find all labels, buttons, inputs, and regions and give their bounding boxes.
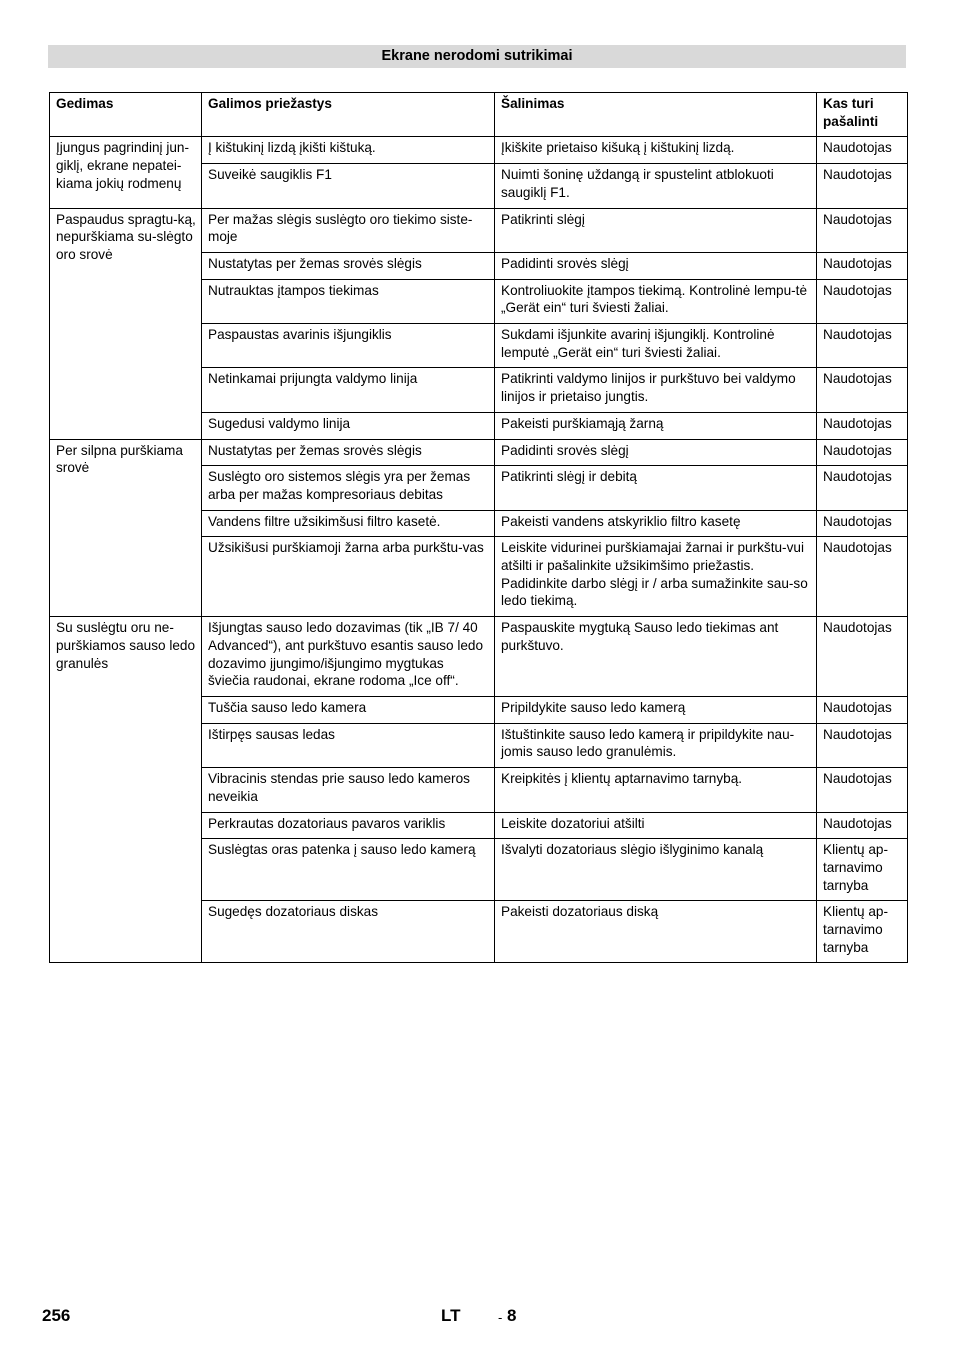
cause-cell: Nustatytas per žemas srovės slėgis (202, 252, 495, 279)
fault-cell: Per silpna purškiama srovė (50, 439, 202, 617)
cause-cell: Sugedusi valdymo linija (202, 412, 495, 439)
cause-cell: Per mažas slėgis suslėgto oro tiekimo siste-moje (202, 208, 495, 252)
cause-cell: Nustatytas per žemas srovės slėgis (202, 439, 495, 466)
remedy-cell: Pakeisti purškiamąją žarną (495, 412, 817, 439)
remedy-cell: Ištuštinkite sauso ledo kamerą ir pripildykite nau-jomis sauso ledo granulėmis. (495, 723, 817, 767)
remedy-cell: Padidinti srovės slėgį (495, 252, 817, 279)
responsible-cell: Naudotojas (817, 164, 908, 208)
remedy-cell: Paspauskite mygtuką Sauso ledo tiekimas ant purkštuvo. (495, 617, 817, 697)
responsible-cell: Naudotojas (817, 324, 908, 368)
remedy-cell: Kontroliuokite įtampos tiekimą. Kontrolinė lempu-tė „Gerät ein“ turi šviesti žaliai. (495, 279, 817, 323)
header-remedy: Šalinimas (495, 93, 817, 137)
remedy-cell: Įkiškite prietaiso kišuką į kištukinį lizdą. (495, 137, 817, 164)
remedy-cell: Leiskite vidurinei purškiamajai žarnai ir purkštu-vui atšilti ir pašalinkite užsikimšimo priežastis. Padidinkite darbo slėgį ir / arba sumažinkite sau-so ledo tiekimą. (495, 537, 817, 617)
header-cause: Galimos priežastys (202, 93, 495, 137)
remedy-cell: Patikrinti slėgį (495, 208, 817, 252)
cause-cell: Ištirpęs sausas ledas (202, 723, 495, 767)
language-code: LT (441, 1306, 461, 1325)
section-title: Ekrane nerodomi sutrikimai (48, 45, 906, 68)
responsible-cell: Naudotojas (817, 617, 908, 697)
cause-cell: Nutrauktas įtampos tiekimas (202, 279, 495, 323)
cause-cell: Vibracinis stendas prie sauso ledo kameros neveikia (202, 768, 495, 812)
responsible-cell: Naudotojas (817, 723, 908, 767)
table-row (50, 439, 908, 466)
remedy-cell: Patikrinti slėgį ir debitą (495, 466, 817, 510)
remedy-cell: Išvalyti dozatoriaus slėgio išlyginimo kanalą (495, 839, 817, 901)
responsible-cell: Naudotojas (817, 439, 908, 466)
responsible-cell: Klientų ap-tarnavimo tarnyba (817, 839, 908, 901)
responsible-cell: Naudotojas (817, 368, 908, 412)
cause-cell: Tuščia sauso ledo kamera (202, 696, 495, 723)
cause-cell: Vandens filtre užsikimšusi filtro kasetė. (202, 510, 495, 537)
cause-cell: Paspaustas avarinis išjungiklis (202, 324, 495, 368)
cause-cell: Suslėgtas oras patenka į sauso ledo kamerą (202, 839, 495, 901)
cause-cell: Sugedęs dozatoriaus diskas (202, 901, 495, 963)
remedy-cell: Nuimti šoninę uždangą ir spustelint atblokuoti saugiklį F1. (495, 164, 817, 208)
section-page-number: 8 (507, 1306, 517, 1325)
responsible-cell: Naudotojas (817, 696, 908, 723)
responsible-cell: Naudotojas (817, 768, 908, 812)
cause-cell: Į kištukinį lizdą įkišti kištuką. (202, 137, 495, 164)
remedy-cell: Padidinti srovės slėgį (495, 439, 817, 466)
remedy-cell: Leiskite dozatoriui atšilti (495, 812, 817, 839)
remedy-cell: Pakeisti vandens atskyriklio filtro kasetę (495, 510, 817, 537)
responsible-cell: Naudotojas (817, 510, 908, 537)
cause-cell: Užsikišusi purškiamoji žarna arba purkštu-vas (202, 537, 495, 617)
remedy-cell: Sukdami išjunkite avarinį išjungiklį. Kontrolinė lemputė „Gerät ein“ turi šviesti žaliai. (495, 324, 817, 368)
page-number: 256 (42, 1306, 71, 1325)
responsible-cell: Naudotojas (817, 412, 908, 439)
remedy-cell: Kreipkitės į klientų aptarnavimo tarnybą. (495, 768, 817, 812)
page-separator: - (498, 1310, 503, 1325)
cause-cell: Perkrautas dozatoriaus pavaros variklis (202, 812, 495, 839)
fault-cell: Įjungus pagrindinį jun-giklį, ekrane nepatei-kiama jokių rodmenų (50, 137, 202, 208)
responsible-cell: Naudotojas (817, 208, 908, 252)
table-header-row (50, 93, 908, 137)
responsible-cell: Naudotojas (817, 812, 908, 839)
remedy-cell: Pakeisti dozatoriaus diską (495, 901, 817, 963)
cause-cell: Išjungtas sauso ledo dozavimas (tik „IB 7/ 40 Advanced“), ant purkštuvo esantis sauso ledo dozavimo įjungimo/išjungimo mygtukas šviečia raudonai, ekrane rodoma „Ice off“. (202, 617, 495, 697)
responsible-cell: Naudotojas (817, 252, 908, 279)
header-fault: Gedimas (50, 93, 202, 137)
fault-cell: Su suslėgtu oru ne-purškiamos sauso ledo granulės (50, 617, 202, 963)
responsible-cell: Naudotojas (817, 137, 908, 164)
responsible-cell: Naudotojas (817, 537, 908, 617)
table-row (50, 137, 908, 164)
remedy-cell: Patikrinti valdymo linijos ir purkštuvo bei valdymo linijos ir prietaiso jungtis. (495, 368, 817, 412)
fault-cell: Paspaudus spragtu-ką, nepurškiama su-slėgto oro srovė (50, 208, 202, 439)
responsible-cell: Naudotojas (817, 279, 908, 323)
cause-cell: Suslėgto oro sistemos slėgis yra per žemas arba per mažas kompresoriaus debitas (202, 466, 495, 510)
responsible-cell: Naudotojas (817, 466, 908, 510)
table-row (50, 208, 908, 252)
cause-cell: Suveikė saugiklis F1 (202, 164, 495, 208)
header-responsible: Kas turi pašalinti (817, 93, 908, 137)
cause-cell: Netinkamai prijungta valdymo linija (202, 368, 495, 412)
fault-table (49, 92, 908, 963)
table-row (50, 617, 908, 697)
responsible-cell: Klientų ap-tarnavimo tarnyba (817, 901, 908, 963)
remedy-cell: Pripildykite sauso ledo kamerą (495, 696, 817, 723)
